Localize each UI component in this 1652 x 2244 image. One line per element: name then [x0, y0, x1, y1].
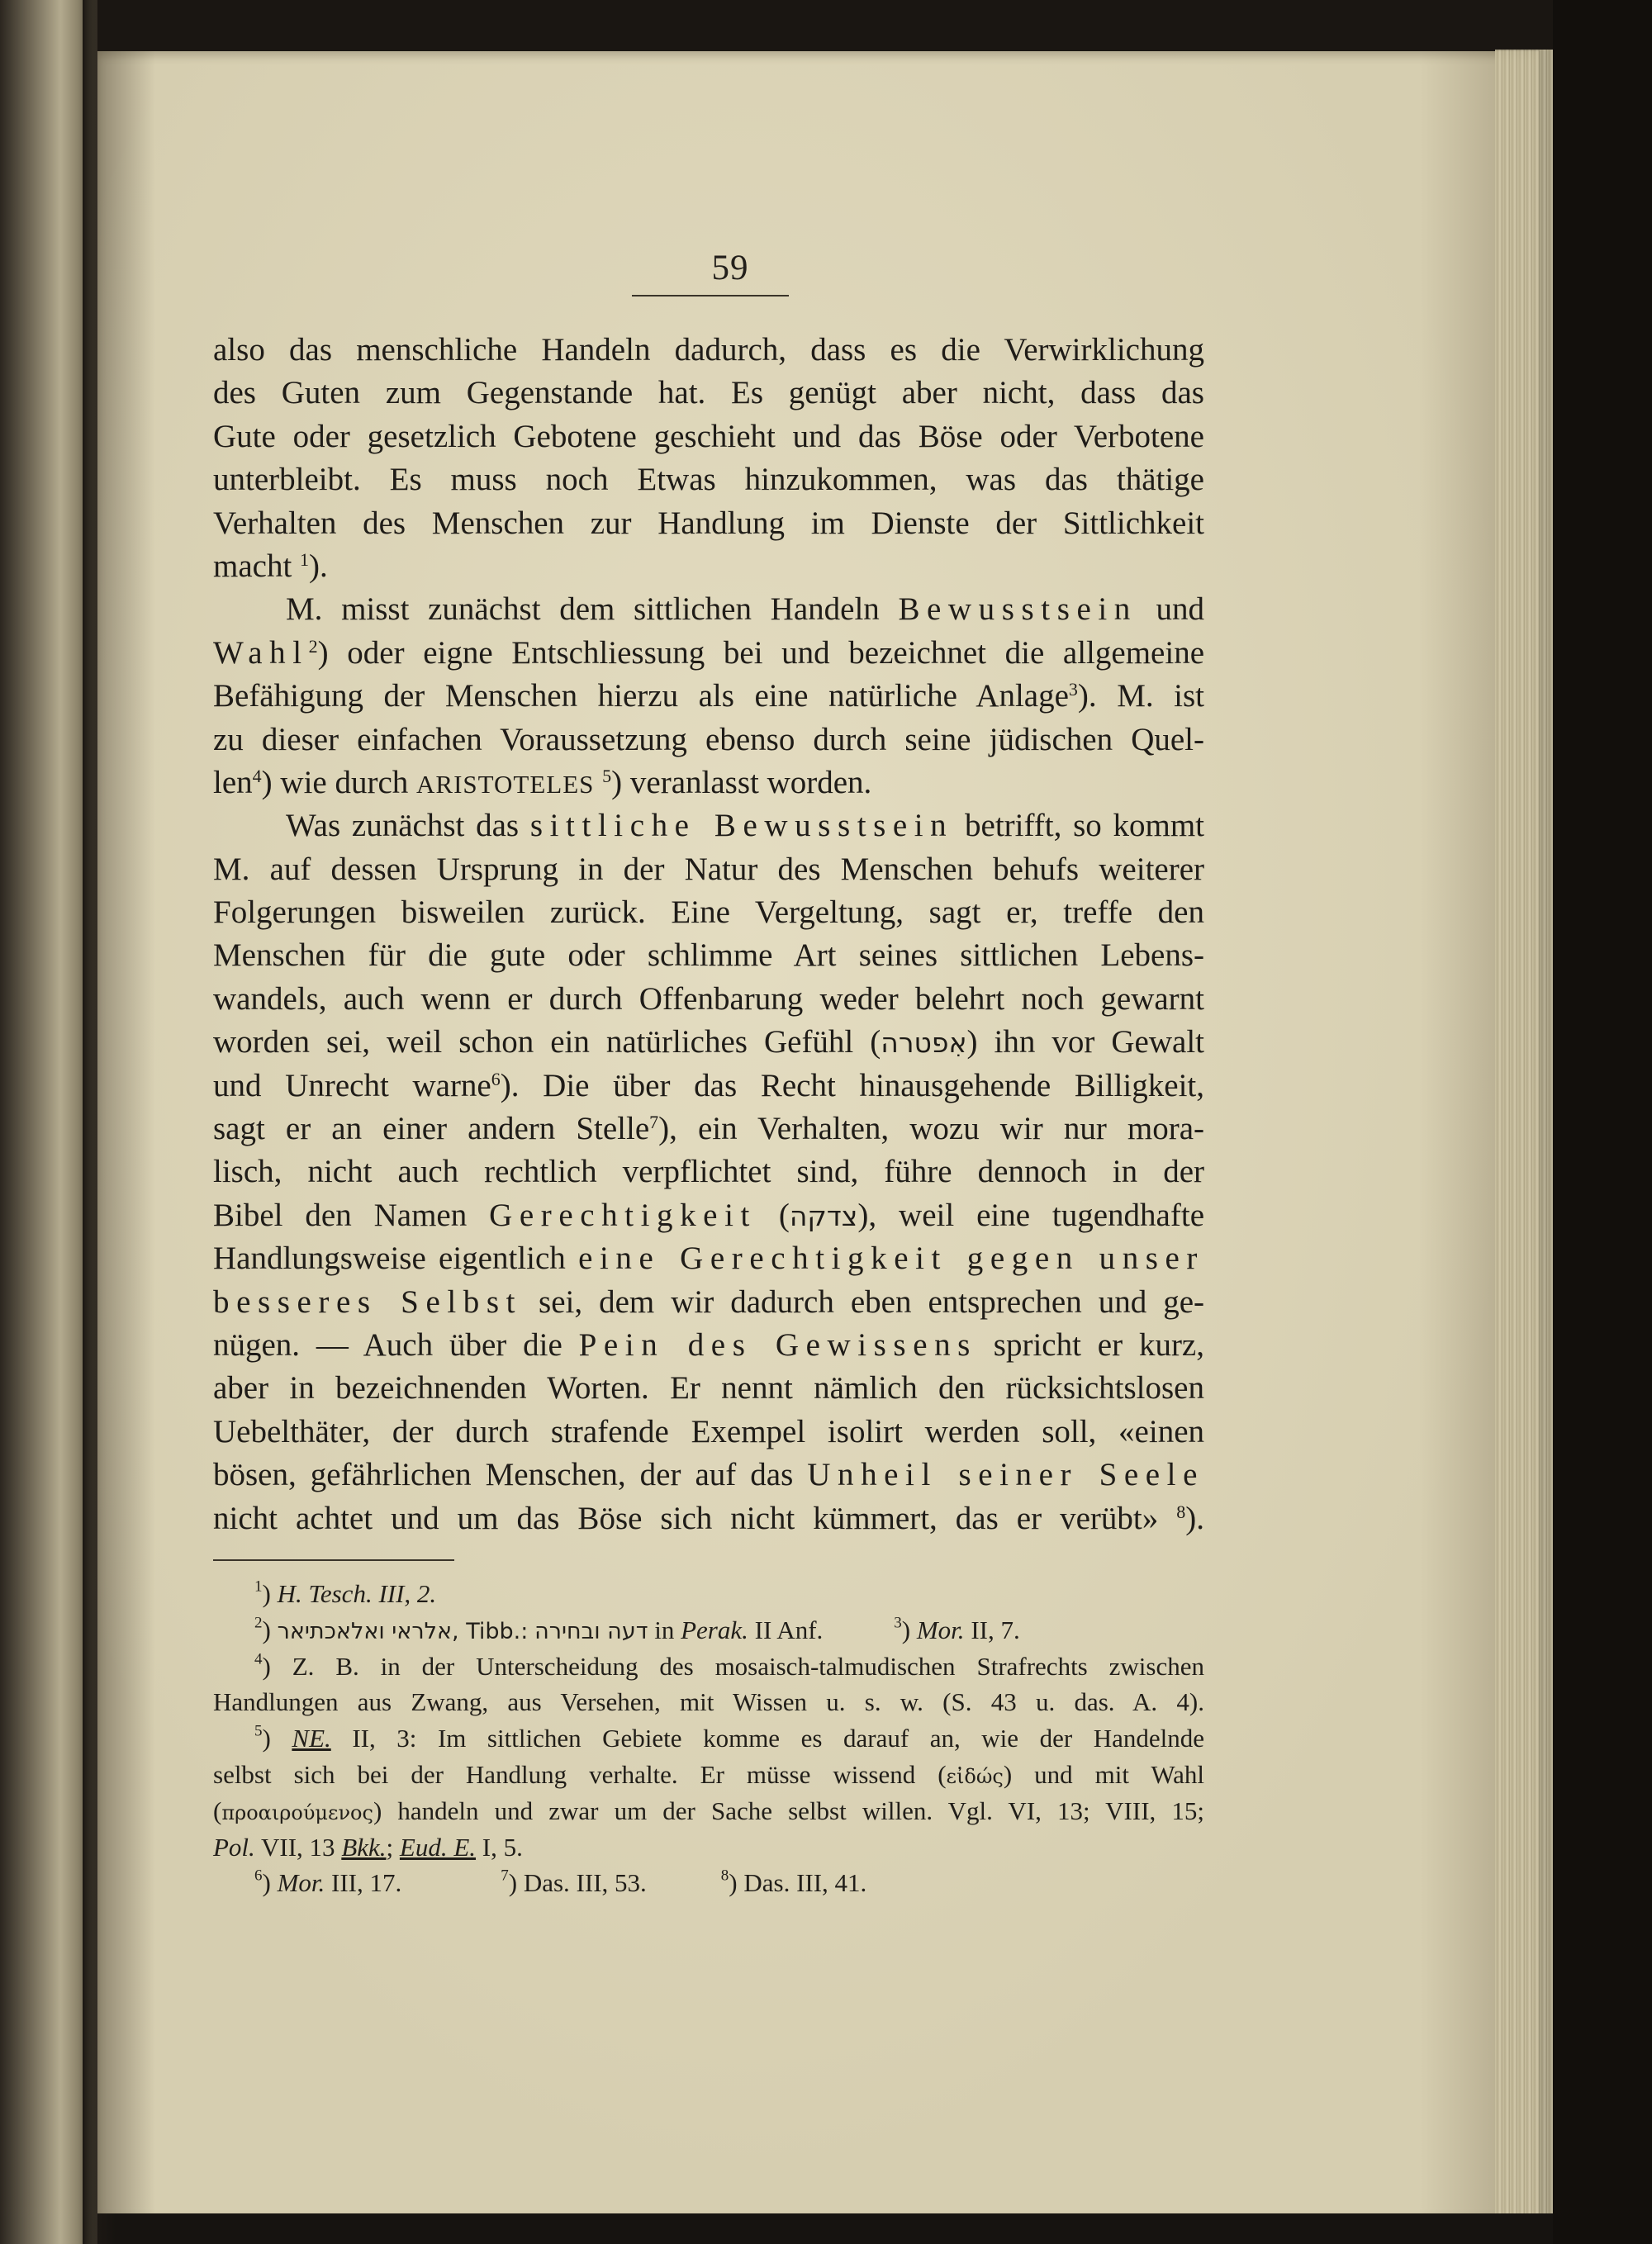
footnote: $^4$) Z. B. in der Unterscheidung des mosaisch-talmudischen Strafrechts zwischen [254, 1650, 1204, 1681]
text-line: Wahl$^2$) oder eigne Entschliessung bei und bezeichnet die allgemeine [213, 634, 1204, 671]
hebrew-phrase: אלראי ואלאכתיאר, Tibb.: [277, 1618, 529, 1644]
greek-word: εἰδώς [946, 1764, 1004, 1788]
text-line: aber in bezeichnenden Worten. Er nennt nämlich den rücksichtslosen [213, 1370, 1204, 1407]
footnote: $^5$) NE. II, 3: Im sittlichen Gebiete komme es darauf an, wie der Handelnde [254, 1722, 1205, 1753]
text-line: Befähigung der Menschen hierzu als eine natürliche Anlage$^3$). M. ist [213, 678, 1205, 714]
emphasis: Wahl [213, 634, 309, 671]
greek-word: προαιρούμενος [221, 1800, 373, 1824]
text-line: worden sei, weil schon ein natürliches Gefühl (אִפטרה) ihn vor Gewalt [213, 1024, 1204, 1060]
footnote-ref: 5 [602, 765, 612, 786]
text-line: len$^4$) wie durch ARISTOTELES $^5$) veranlasst worden. [213, 764, 872, 800]
text-line: Was zunächst das sittliche Bewusstsein betrifft, so kommt [286, 808, 1205, 844]
text-line: zu dieser einfachen Voraussetzung ebenso durch seine jüdischen Quel- [213, 721, 1204, 757]
page-stack-edge [1495, 50, 1553, 2213]
footnote: Handlungen aus Zwang, aus Versehen, mit Wissen u. s. w. (S. 43 u. das. A. 4). [213, 1687, 1204, 1717]
text-line: Folgerungen bisweilen zurück. Eine Vergeltung, sagt er, treffe den [213, 894, 1204, 931]
footnote: (προαιρούμενος) handeln und zwar um der Sache selbst willen. Vgl. VI, 13; VIII, 15; [213, 1796, 1204, 1825]
footnote-ref: 4 [252, 765, 262, 786]
text-line: des Guten zum Gegenstande hat. Es genügt aber nicht, dass das [213, 375, 1204, 411]
footnote-ref: 7 [649, 1111, 659, 1132]
footnote: $^6$) Mor. III, 17. $^7$) Das. III, 53. $^8$) Das. III, 41. [254, 1867, 867, 1898]
footnote-rule [213, 1559, 454, 1561]
emphasis: Unheil seiner Seele [807, 1457, 1204, 1493]
text-line: nicht achtet und um das Böse sich nicht kümmert, das er verübt» $^8$). [213, 1500, 1205, 1536]
emphasis: Gerechtigkeit [489, 1197, 757, 1233]
text-line: Uebelthäter, der durch strafende Exempel isolirt werden soll, «einen [213, 1413, 1204, 1449]
text-line: nügen. — Auch über die Pein des Gewissens spricht er kurz, [213, 1326, 1204, 1363]
background-right [1553, 0, 1652, 2244]
emphasis: sittliche Bewusstsein [529, 808, 954, 844]
footnote-ref: 6 [491, 1068, 501, 1089]
hebrew-phrase: דעה ובחירה [534, 1618, 648, 1644]
footnote-ref: 2 [308, 635, 318, 657]
text-line: lisch, nicht auch rechtlich verpflichtet sind, führe dennoch in der [213, 1154, 1204, 1190]
text-line: macht $^1$). [213, 548, 328, 584]
footnote: $^1$) H. Tesch. III, 2. [254, 1577, 437, 1608]
emphasis: eine Gerechtigkeit gegen unser [578, 1241, 1204, 1277]
main-text [213, 329, 1204, 1540]
emphasis: besseres Selbst [213, 1283, 522, 1320]
page-number: 59 [711, 249, 749, 287]
footnote: selbst sich bei der Handlung verhalte. Er müsse wissend (εἰδώς) und mit Wahl [213, 1759, 1204, 1789]
text-line: besseres Selbst sei, dem wir dadurch eben entsprechen und ge- [213, 1283, 1204, 1320]
text-line: sagt er an einer andern Stelle$^7$), ein Verhalten, wozu wir nur mora- [213, 1111, 1204, 1147]
emphasis: Bewusstsein [898, 591, 1137, 628]
text-line: M. misst zunächst dem sittlichen Handeln Bewusstsein und [286, 591, 1205, 628]
text-line: Handlungsweise eigentlich eine Gerechtigkeit gegen unser [213, 1241, 1204, 1277]
footnote-ref: 1 [300, 548, 310, 570]
footnote: Pol. VII, 13 Bkk.; Eud. E. I, 5. [213, 1832, 523, 1862]
text-line: bösen, gefährlichen Menschen, der auf das Unheil seiner Seele [213, 1457, 1204, 1493]
text-line: Menschen für die gute oder schlimme Art seines sittlichen Lebens- [213, 937, 1204, 974]
text-line: also das menschliche Handeln dadurch, dass es die Verwirklichung [213, 332, 1204, 368]
hebrew-word: אִפטרה [881, 1027, 967, 1060]
text-line: unterbleibt. Es muss noch Etwas hinzukommen, was das thätige [213, 462, 1204, 498]
hebrew-word: צדקה [789, 1199, 858, 1232]
text-line: M. auf dessen Ursprung in der Natur des Menschen behufs weiterer [213, 851, 1204, 887]
text-line: wandels, auch wenn er durch Offenbarung weder belehrt noch gewarnt [213, 980, 1204, 1017]
background-top [97, 0, 1553, 51]
text-line: Bibel den Namen Gerechtigkeit (צדקה), weil eine tugendhafte [213, 1197, 1205, 1233]
footnote: $^2$) אלראי ואלאכתיאר, Tibb.: דעה ובחירה in Perak. II Anf. $^3$) Mor. II, 7. [254, 1614, 1020, 1644]
text-line: Verhalten des Menschen zur Handlung im Dienste der Sittlichkeit [213, 505, 1204, 541]
footnote-ref: 8 [1176, 1501, 1186, 1522]
text-line: Gute oder gesetzlich Gebotene geschieht und das Böse oder Verbotene [213, 418, 1204, 454]
author-name: ARISTOTELES [416, 769, 595, 799]
text-line: und Unrecht warne$^6$). Die über das Recht hinausgehende Billigkeit, [213, 1067, 1204, 1103]
emphasis: Pein des Gewissens [578, 1326, 977, 1363]
page-number-rule [632, 295, 789, 297]
footnotes [213, 1576, 1204, 1901]
footnote-ref: 3 [1068, 678, 1078, 700]
